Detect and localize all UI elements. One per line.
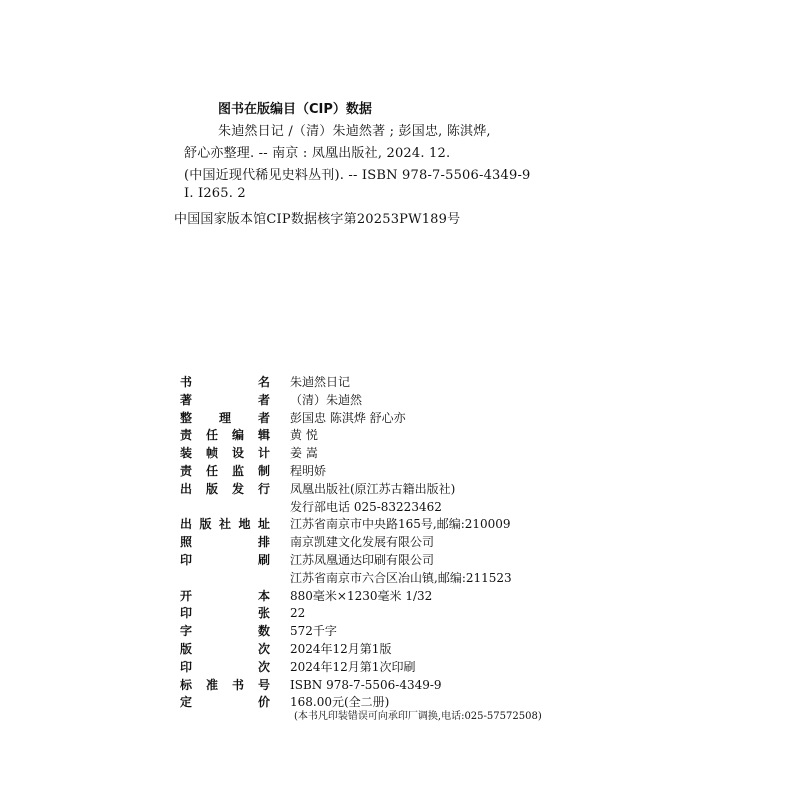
info-row (174, 516, 644, 533)
label-char: 设 (231, 446, 244, 461)
label-char: 址 (257, 517, 270, 532)
info-row-value: 姜 嵩 (290, 446, 318, 461)
label-char: 书 (231, 677, 244, 692)
info-row-value: 22 (290, 606, 306, 621)
info-row-label (180, 392, 270, 409)
info-row (174, 427, 644, 444)
info-row (174, 481, 644, 498)
label-char: 行 (257, 481, 270, 496)
cip-line-record-number: 中国国家版本馆CIP数据核字第20253PW189号 (174, 212, 461, 227)
label-char: 者 (257, 410, 270, 425)
info-row-value: 黄 悦 (290, 428, 318, 443)
label-char: 号 (257, 677, 270, 692)
cip-title: 图书在版编目（CIP）数据 (218, 102, 372, 117)
label-char: 开 (180, 588, 193, 603)
label-char: 帧 (205, 446, 218, 461)
info-row-label (180, 410, 270, 427)
label-char: 刷 (257, 553, 270, 567)
info-row-label (180, 694, 270, 711)
info-row (174, 499, 644, 516)
info-row (174, 694, 644, 711)
info-row-label (180, 677, 270, 694)
label-char: 排 (257, 535, 270, 550)
info-row (174, 392, 644, 409)
info-row-label (180, 552, 270, 569)
info-row-label (180, 374, 270, 391)
label-char: 地 (238, 517, 251, 532)
label-char: 发 (231, 481, 244, 496)
info-row-value: 168.00元(全二册) (290, 695, 390, 710)
label-char: 计 (257, 446, 270, 461)
info-row-value: 江苏省南京市中央路165号,邮编:210009 (290, 517, 511, 532)
info-row-value: （清）朱逌然 (290, 392, 363, 407)
label-char: 出 (180, 481, 193, 496)
cip-line-title-author: 朱逌然日记 /（清）朱逌然著 ; 彭国忠, 陈淇烨, (218, 124, 491, 139)
label-char: 定 (180, 695, 193, 710)
info-row (174, 677, 644, 694)
label-char: 著 (180, 392, 193, 407)
info-row (174, 534, 644, 551)
label-char: 张 (257, 606, 270, 621)
label-char: 装 (180, 446, 193, 461)
info-row-value: 江苏凤凰通达印刷有限公司 (290, 553, 435, 567)
label-char: 版 (180, 642, 193, 656)
info-row (174, 410, 644, 427)
info-row (174, 374, 644, 391)
info-row-value: 程明娇 (290, 464, 327, 478)
label-char: 出 (180, 517, 193, 532)
info-row-label (180, 623, 270, 640)
info-row-value: 凤凰出版社(原江苏古籍出版社) (290, 481, 456, 496)
info-row-value: 2024年12月第1版 (290, 642, 392, 656)
label-char: 价 (257, 695, 270, 710)
info-row (174, 623, 644, 640)
cip-line-publisher: 舒心亦整理. -- 南京 : 凤凰出版社, 2024. 12. (184, 146, 451, 161)
info-row-value: 彭国忠 陈淇烨 舒心亦 (290, 410, 406, 425)
info-row-label (180, 516, 270, 533)
label-char: 责 (180, 428, 193, 443)
label-char: 任 (205, 428, 218, 443)
label-char: 名 (257, 375, 270, 389)
info-row-label (180, 588, 270, 605)
info-row-value: 南京凯建文化发展有限公司 (290, 535, 435, 550)
info-row (174, 641, 644, 658)
replacement-note: (本书凡印装错误可向承印厂调换,电话:025-57572508) (294, 711, 542, 723)
label-char: 辑 (257, 428, 270, 443)
info-row-value: 发行部电话 025-83223462 (290, 499, 442, 514)
info-row (174, 570, 644, 587)
label-char: 照 (180, 535, 193, 550)
label-char: 编 (231, 428, 244, 443)
label-char: 准 (205, 677, 218, 692)
info-row-label (180, 427, 270, 444)
label-char: 印 (180, 553, 193, 567)
info-row (174, 588, 644, 605)
info-row-value: 880毫米×1230毫米 1/32 (290, 588, 433, 603)
label-char: 版 (205, 481, 218, 496)
info-row (174, 552, 644, 569)
label-char: 制 (257, 464, 270, 478)
info-row-label (180, 481, 270, 498)
info-row-label (180, 445, 270, 462)
label-char: 版 (199, 517, 212, 532)
info-row (174, 463, 644, 480)
info-row-value: 朱逌然日记 (290, 375, 351, 389)
label-char: 任 (205, 464, 218, 478)
cip-line-series-isbn: (中国近现代稀见史料丛刊). -- ISBN 978-7-5506-4349-9 (184, 168, 531, 183)
info-row-label (180, 534, 270, 551)
label-char: 理 (218, 410, 231, 425)
info-row-label (180, 463, 270, 480)
label-char: 次 (257, 642, 270, 656)
label-char: 数 (257, 624, 270, 639)
info-row-label (180, 659, 270, 676)
info-row-value: ISBN 978-7-5506-4349-9 (290, 677, 442, 692)
label-char: 书 (180, 375, 193, 389)
label-char: 本 (257, 588, 270, 603)
label-char: 责 (180, 464, 193, 478)
info-row (174, 445, 644, 462)
label-char: 印 (180, 606, 193, 621)
label-char: 监 (231, 464, 244, 478)
info-row-value: 江苏省南京市六合区冶山镇,邮编:211523 (290, 570, 512, 585)
label-char: 标 (180, 677, 193, 692)
info-row-value: 572千字 (290, 624, 337, 639)
info-row (174, 605, 644, 622)
label-char: 社 (218, 517, 231, 532)
cip-line-classification: Ⅰ. I265. 2 (184, 186, 246, 201)
label-char: 印 (180, 659, 193, 674)
info-row-label (180, 605, 270, 622)
label-char: 者 (257, 392, 270, 407)
label-char: 整 (180, 410, 193, 425)
info-row-label (180, 641, 270, 658)
label-char: 次 (257, 659, 270, 674)
info-row (174, 659, 644, 676)
info-row-value: 2024年12月第1次印刷 (290, 659, 416, 674)
label-char: 字 (180, 624, 193, 639)
